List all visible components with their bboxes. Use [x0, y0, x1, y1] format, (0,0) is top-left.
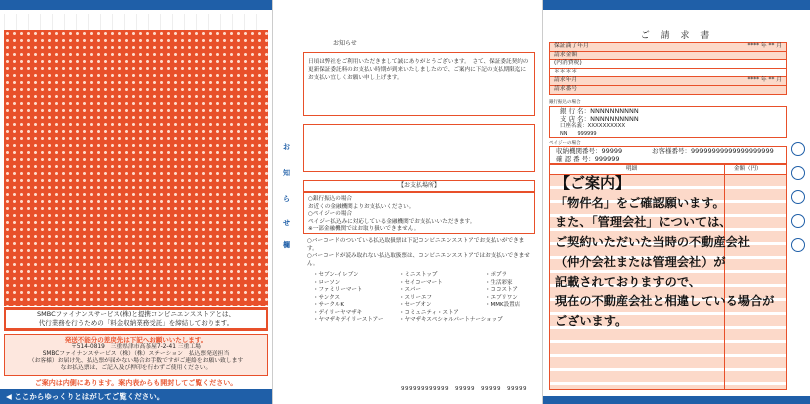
agency-notice: [4, 307, 268, 331]
store-name: ・コミュニティ・ストア: [399, 309, 459, 316]
vertical-label: ら: [283, 195, 290, 203]
payment-place-header: 【お支払場所】: [303, 180, 535, 192]
bank-line: NN 999999: [560, 130, 597, 137]
payeasy-info-box: [549, 146, 787, 164]
store-name: ・サンクス: [313, 294, 341, 301]
open-warning: ご案内は内側にあります。案内表からも開封してご覧ください。: [34, 379, 238, 387]
bank-line: 銀 行 名：NNNNNNNNNN: [560, 107, 639, 115]
store-name: ・セーブオン: [399, 302, 432, 308]
punch-hole-icon: [791, 238, 805, 252]
store-name: ・セブン-イレブン: [313, 272, 359, 278]
return-address-line: SMBCファイナンスサービス（株）（株）ステーション 払込票発送担当: [42, 351, 230, 357]
outer-flap-panel: [0, 0, 272, 404]
agency-notice-line: SMBCファイナンスサービス(株)と提携コンビニエンスストアとは、: [6, 310, 266, 319]
guide-title: 【ご案内】: [555, 174, 631, 192]
notice-panel: [272, 0, 542, 404]
invoice-panel: [542, 0, 810, 404]
guide-notice: [555, 174, 783, 332]
table-row: 請求金額: [550, 52, 786, 61]
table-row: 請求年月 **** 年 ** 月: [550, 77, 786, 86]
store-name: ・スパー: [399, 287, 422, 293]
payment-line: ペイジー払込みに対応している金融機関でお支払いいただきます。: [308, 218, 476, 225]
convenience-store-note: [307, 238, 535, 268]
invoice-summary-table: [549, 42, 787, 95]
bottom-blue-bar: [543, 396, 810, 404]
bank-info-box: [549, 106, 787, 138]
payment-place-box: [303, 192, 535, 234]
return-address-title: 発送不能分の差戻先は下記へお願いいたします。: [64, 336, 208, 344]
store-name: ・デイリーヤマザキ: [313, 309, 363, 316]
payment-line: ○ペイジーの場合: [308, 211, 353, 217]
punch-hole-icon: [791, 166, 805, 180]
payment-line: ○銀行振込の場合: [308, 196, 353, 202]
guide-line: （仲介会社または管理会社）が: [555, 254, 726, 269]
barcode-number: 999999999999 99999 99999 99999: [401, 386, 527, 392]
bank-section-label: 銀行振込の場合: [549, 100, 581, 105]
return-address-box: [4, 334, 268, 376]
bank-line: 口座名義：XXXXXXXXXX: [560, 123, 626, 129]
payment-line: ※一部金融機関ではお取り扱いできません。: [308, 226, 420, 232]
store-name: ・サークルK: [313, 302, 344, 308]
punch-hole-icon: [791, 190, 805, 204]
store-name: ・セイコーマート: [399, 279, 443, 286]
payeasy-section-label: ペイジーの場合: [549, 141, 581, 146]
store-name: ・エブリワン: [485, 294, 518, 301]
punch-hole-icon: [791, 142, 805, 156]
guide-line: 記載されておりますので、: [555, 274, 702, 289]
store-list: [313, 272, 539, 325]
detail-column-header: 明細: [626, 166, 638, 172]
guide-line: 現在の不動産会社と相違している場合が: [555, 294, 775, 309]
invoice-title: ご 請 求 書: [640, 31, 714, 41]
guide-line: 「物件名」をご確認願います。: [555, 195, 725, 210]
bank-line: 支 店 名：NNNNNNNNNN: [560, 114, 639, 123]
security-pattern-strip: [4, 14, 268, 30]
customer-number: お客様番号：99999999999999999999: [652, 147, 774, 155]
vertical-label: お: [283, 143, 290, 151]
store-name: ・ヤマザキスペシャルパートナーショップ: [399, 317, 503, 323]
guide-line: ございます。: [555, 313, 628, 328]
security-pattern: [4, 30, 268, 306]
peel-instruction-bar[interactable]: ◀ ここからゆっくりとはがしてご覧ください。: [0, 389, 272, 404]
return-address-line: 〒514-0819 三重県津市高茶屋7-2-41 三重工場: [71, 344, 201, 350]
agency-notice-line: 代行業務を行うための「料金収納業務受託」を締結しております。: [6, 319, 266, 328]
store-name: ・MMK設置店: [485, 302, 521, 308]
store-name: ・生活彩家: [485, 279, 513, 286]
vertical-label: せ: [283, 219, 290, 227]
notice-blank-box: [303, 124, 535, 172]
guide-line: ご契約いただいた当時の不動産会社: [555, 235, 750, 250]
note-line: ○バーコードが読み取れない払込取扱票は、コンビニエンスストアではお支払いできません。: [307, 253, 530, 267]
table-row: 保証満了年月 **** 年 ** 月: [550, 43, 786, 52]
top-blue-bar: [543, 0, 810, 10]
store-name: ・ココストア: [485, 287, 518, 293]
store-name: ・ミニストップ: [399, 272, 438, 278]
punch-hole-icon: [791, 214, 805, 228]
payeasy-line: 確 認 番 号：999999: [556, 154, 620, 163]
guide-line: また、「管理会社」については、: [555, 215, 732, 230]
payment-line: お近くの金融機関よりお支払いください。: [308, 203, 415, 210]
store-name: ・ローソン: [313, 279, 341, 286]
return-address-line: （お客様）お届け先、払込票が届かない場合お手数ですがご連絡をお願い致します: [28, 358, 244, 364]
store-name: [485, 310, 542, 318]
note-line: ○バーコードのついている払込取扱票は下記コンビニエンスストアでお支払いができます。: [307, 238, 525, 252]
store-name: ・ヤマザキデイリーストアー: [313, 317, 384, 323]
table-row: ＊＊＊＊: [550, 69, 786, 78]
store-name: ・ポプラ: [485, 272, 508, 278]
vertical-label: 知: [283, 169, 290, 177]
store-name: ・スリーエフ: [399, 294, 433, 301]
store-name: ・ファミリーマート: [313, 287, 363, 293]
notice-body: 日頃は弊社をご利用いただきまして誠にありがとうございます。 さて、保証委託契約の更新保証委託料のお支払い時期が到来いたしましたので、ご案内に下記の支払期限迄にお支払い宜しくお願い申し上げます。: [303, 52, 535, 116]
return-address-line: なお払込票は、ご記入及び押印を行わずご使用ください。: [60, 365, 212, 371]
amount-column-header: 金額（円）: [734, 166, 762, 172]
top-blue-bar: [0, 0, 272, 10]
notice-title: お知らせ: [333, 40, 357, 47]
table-row: (内消費税): [550, 60, 786, 69]
vertical-label: 欄: [283, 241, 290, 249]
payeasy-line: 収納機関番号：99999: [556, 147, 623, 155]
table-row: 請求番号: [550, 86, 786, 95]
